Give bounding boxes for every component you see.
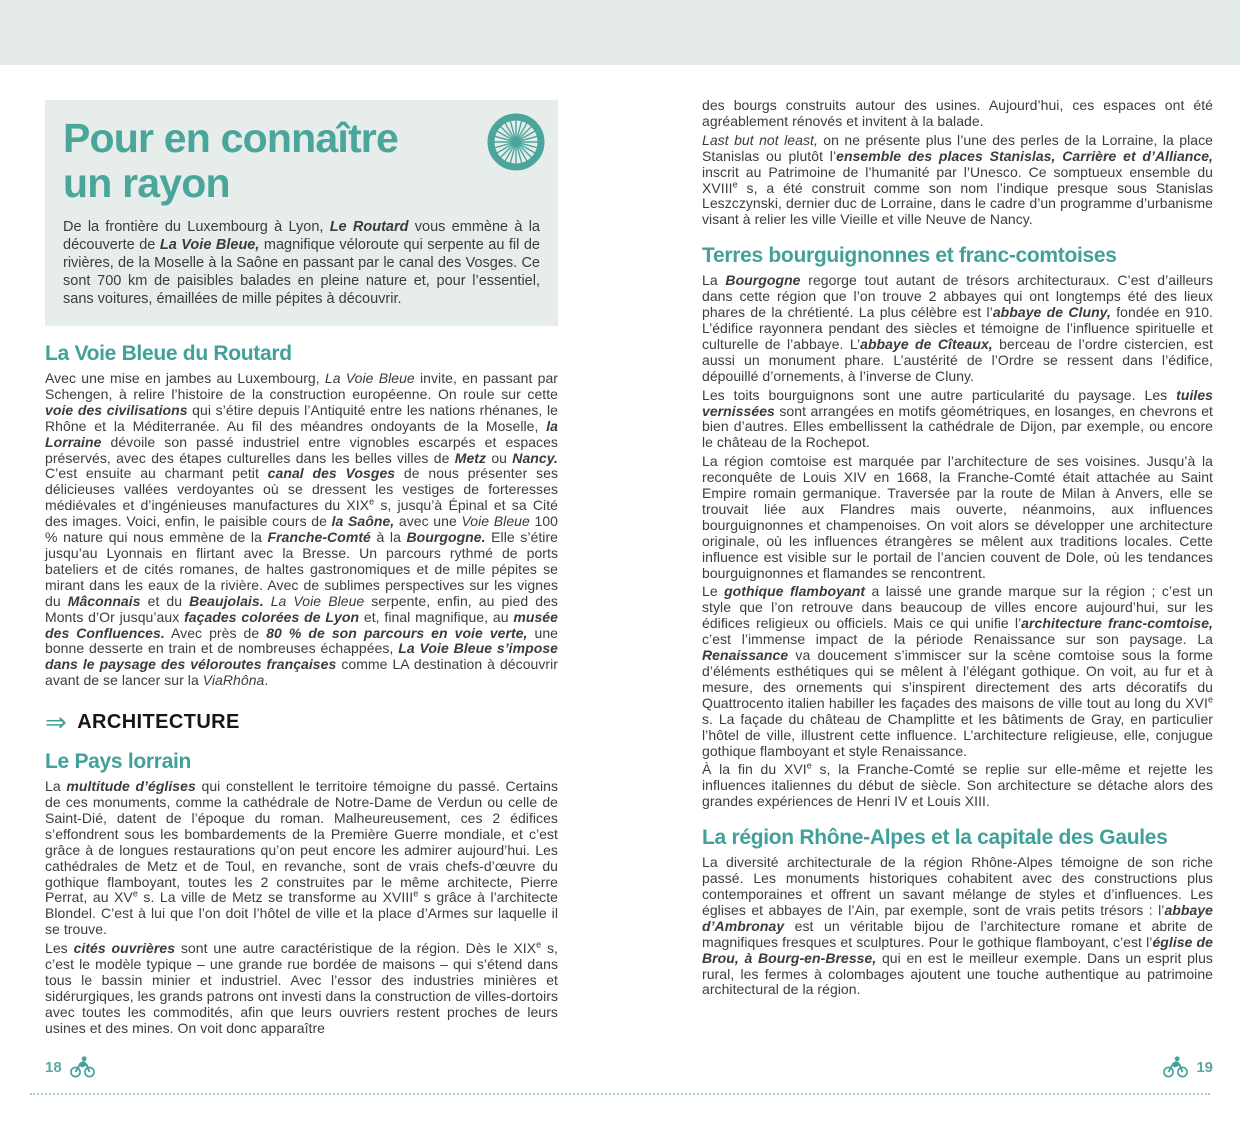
section-heading: Terres bourguignonnes et franc-comtoises <box>702 244 1117 268</box>
paragraph <box>702 98 1213 130</box>
text-run: e <box>732 178 738 189</box>
text-run: e <box>536 939 542 950</box>
text-run: s grâce à l’architecte Blondel. C’est à lui que l’on doit l’hôtel de ville et la place d’Armes sur laquelle il se trouve. <box>45 889 558 938</box>
intro-paragraph <box>63 218 540 308</box>
double-arrow-icon: ⇒ <box>45 707 68 738</box>
text-run: Franche-Comté <box>267 529 371 546</box>
text-run: invite, en passant par Schengen, à relire l’histoire de la construction européenne. On roule sur cette <box>45 370 559 402</box>
text-run: e <box>806 760 812 771</box>
text-run: Bourgogne. <box>406 529 486 546</box>
text-run: s, la Franche-Comté se replie sur elle-même et rejette les influences italiennes du début de siècle. Son architecture se détache alors des grandes expériences de Henri IV et Louis XIII. <box>702 761 1213 810</box>
text-run: et du <box>140 592 190 609</box>
text-run: e <box>369 496 375 507</box>
paragraph <box>702 388 1213 452</box>
text-run <box>264 593 271 609</box>
text-run: Last but not least, <box>702 131 818 148</box>
text-run: et, final magnifique, au <box>359 608 514 625</box>
text-run: La région comtoise est marquée par l’architecture de ses voisines. Jusqu’à la reconquête de Louis XIV en 1668, la Franche-Comté était attachée au Saint Empire romain germanique. Traversée par la route de Milan à Anvers, elle se trouvait liée aux Flandres mais ouverte, néanmoins, aux influences bourguignonnes et champenoises. On voit alors se développer une architecture originale, où les influences étrangères se mêlent aux traditions locales. Cette influence est visible sur le portail de l’ancien couvent de Dole, où les tendances bourguignonnes et flamandes se rencontrent. <box>702 453 1213 581</box>
text-run: va doucement s’immiscer sur la scène comtoise sous la forme d’éléments esthétiques qui se mêlent à l’élégant gothique. On voit, au fur et à mesure, des ornements qui s’inspirent directement des arts décoratifs du Quattrocento italien habiller les façades des maisons de ville tout au long du XVI <box>702 647 1213 711</box>
text-run: vous emmène à la découverte de <box>63 219 540 253</box>
bicycle-wheel-icon <box>486 112 546 172</box>
text-run: serpente, enfin, au pied des Monts d’Or jusqu’aux <box>45 592 558 625</box>
page-title-line2: un rayon <box>63 160 230 206</box>
text-run: voie des civilisations <box>45 401 188 418</box>
text-run: dévoile son passé industriel entre vignobles escarpés et espaces préservés, avec des étapes culturelles dans les belles villes de <box>45 433 558 466</box>
text-run: tuiles vernissées <box>702 386 1213 419</box>
category-header <box>45 707 558 738</box>
text-run: s. La façade du château de Champlitte et les bâtiments de Gray, en particulier l’hôtel de ville, illustrent cette influence. L’architecture religieuse, elle, conjugue gothique flamboyant et style Renaissance. <box>702 710 1213 759</box>
text-run: La Voie Bleue, <box>159 237 260 253</box>
text-run: à la <box>370 529 407 546</box>
text-run: gothique flamboyant <box>724 583 866 600</box>
text-run: des bourgs construits autour des usines. Aujourd’hui, ces espaces ont été agréablement rénovés et invitent à la balade. <box>702 97 1213 129</box>
text-run: c’est l’immense impact de la période Renaissance sur son paysage. La <box>702 631 1213 648</box>
bottom-dotted-rule <box>30 1093 1210 1095</box>
text-run: Metz <box>454 449 487 466</box>
paragraph <box>702 133 1213 228</box>
text-run: s. La ville de Metz se transforme au XVIII <box>137 889 414 906</box>
text-run: s, c’est le modèle typique – une grande rue bordée de maisons – qui s’étend dans tous le bassin minier et industriel. Avec l’essor des industries minières et sidérurgiques, les grands patrons ont investi dans la construction de villes-dortoirs avec toutes les commodités, afin que leurs ouvriers restent proches de leurs usines et des mines. On voit donc apparaître <box>45 940 558 1036</box>
top-band <box>0 0 1240 65</box>
paragraph <box>45 941 558 1036</box>
text-run: La <box>45 778 67 795</box>
section-heading: Le Pays lorrain <box>45 750 192 774</box>
text-run: C’est ensuite au charmant petit <box>45 465 268 482</box>
page-title <box>63 116 540 206</box>
text-run: sont arrangées en motifs géométriques, en losanges, en chevrons et bien d’autres. Elles embellissent la cathédrale de Dijon, par exemple, ou encore le château de la Rochepot. <box>702 402 1213 451</box>
text-run: canal des Vosges <box>267 465 396 482</box>
right-page-sections <box>702 98 1213 998</box>
text-run: Renaissance <box>702 647 789 664</box>
text-run: La <box>702 272 726 289</box>
text-run: façades colorées de Lyon <box>184 608 360 625</box>
left-page-column <box>45 100 558 1040</box>
text-run: abbaye de Cîteaux, <box>860 335 993 352</box>
text-run: La diversité architecturale de la région Rhône-Alpes témoigne de son riche passé. Les monuments historiques cohabitent avec des constructions plus contemporaines et offrent un savant mélange de styles et d’influences. Les églises et abbayes de l’Ain, par exemple, sont de vrais petits trésors : l’ <box>702 854 1213 918</box>
text-run: musée des Confluences. <box>45 608 558 641</box>
page-number-left: 18 <box>45 1058 62 1076</box>
text-run: ensemble des places Stanislas, Carrière et d’Alliance, <box>836 147 1213 164</box>
text-run: La Voie Bleue <box>324 370 415 386</box>
text-run: on ne présente plus l’une des perles de la Lorraine, la place Stanislas ou plutôt l’ <box>702 131 1213 164</box>
category-label: ARCHITECTURE <box>77 711 240 734</box>
hero-box <box>45 100 558 326</box>
text-run: multitude d’églises <box>66 778 196 795</box>
page-number-right: 19 <box>1196 1058 1213 1076</box>
left-page-sections <box>45 341 558 1037</box>
text-run: Les toits bourguignons sont une autre particularité du paysage. Les <box>702 386 1177 403</box>
text-run: La Voie Bleue s’impose dans le paysage des véloroutes françaises <box>45 640 558 673</box>
text-run: La Voie Bleue <box>270 592 365 609</box>
right-page-column <box>702 98 1213 1001</box>
text-run: fondée en 910. L’édifice rayonnera pendant des siècles et témoigne de l’influence spirituelle et culturelle de l’abbaye. L’ <box>702 304 1213 352</box>
text-run: e <box>1207 694 1213 705</box>
cyclist-icon <box>1162 1056 1189 1078</box>
paragraph <box>702 584 1213 759</box>
text-run: s, jusqu’à Épinal et sa Cité des images. Voici, enfin, le paisible cours de <box>45 497 558 530</box>
text-run: église de Brou, à Bourg-en-Bresse, <box>702 933 1213 966</box>
text-run: magnifique véloroute qui serpente au fil de rivières, de la Moselle à la Saône en passant par le canal des Vosges. Ce sont 700 km de paisibles balades en pleine nature et, pour l’essentiel, sans voitures, émaillées de mille pépites à découvrir. <box>63 237 540 307</box>
text-run: abbaye d’Ambronay <box>702 901 1213 934</box>
text-run: e <box>413 888 419 899</box>
text-run: ViaRhôna <box>202 672 265 689</box>
text-run: une bonne desserte en train et de nombreuses échappées, <box>45 624 558 657</box>
left-page-footer <box>45 1056 96 1078</box>
text-run: Bourgogne <box>725 272 801 289</box>
text-run: 100 % nature qui nous emmène de la <box>45 513 558 546</box>
text-run: Voie Bleue <box>461 513 530 530</box>
text-run: Elle s’étire jusqu’au Lyonnais en flirtant avec la Bresse. Un parcours rythmé de ports bateliers et de cités romanes, de haltes gastronomiques et de mille pépites se mirant dans les eaux de la rivière. Avec de sublimes perspectives sur les vignes du <box>45 529 559 609</box>
text-run: e <box>132 888 138 899</box>
text-run: berceau de l’ordre cistercien, est aussi un monument phare. L’austérité de l’Ordre se ressent dans l’édifice, dépouillé d’ornements, à l’inverse de Cluny. <box>702 335 1213 384</box>
text-run: inscrit au Patrimoine de l’humanité par l’Unesco. Ce somptueux ensemble du XVIII <box>702 163 1213 196</box>
text-run: comme LA destination à découvrir avant de se lancer sur la <box>45 656 558 689</box>
text-run: Nancy. <box>512 449 558 466</box>
text-run: qui s’étire depuis l’Antiquité entre les nations rhénanes, le Rhône et la Méditerranée. Au fil des méandres ondoyants de la Moselle, <box>45 401 558 434</box>
text-run: sont une autre caractéristique de la région. Dès le XIX <box>175 940 537 957</box>
paragraph <box>702 273 1213 384</box>
text-run: la Saône, <box>331 513 395 530</box>
paragraph <box>45 779 558 938</box>
text-run: Beaujolais. <box>189 592 264 609</box>
paragraph <box>702 762 1213 810</box>
text-run: Mâconnais <box>67 592 141 609</box>
text-run: la Lorraine <box>45 417 558 450</box>
text-run: a laissé une grande marque sur la région ; c’est un style que l’on retrouve dans beaucoup de villes encore aujourd’hui, sur les édifices religieux ou officiels. Mais ce qui unifie l’ <box>702 583 1213 632</box>
text-run: Le <box>702 583 725 600</box>
text-run: 80 % de son parcours en voie verte, <box>266 624 528 641</box>
cyclist-icon <box>69 1056 96 1078</box>
text-run: À la fin du XVI <box>702 761 807 778</box>
text-run: De la frontière du Luxembourg à Lyon, <box>63 219 330 235</box>
page-title-line1: Pour en connaître <box>63 115 398 161</box>
text-run: regorge tout autant de trésors architecturaux. C’est d’ailleurs dans cette région que l’on trouve 2 abbayes qui ont longtemps été des lieux phares de la chrétienté. La plus célèbre est l’ <box>702 272 1213 321</box>
text-run: avec une <box>394 513 462 530</box>
text-run: qui en est le meilleur exemple. Dans un esprit plus rural, les fermes à colombages ajoutent une touche authentique au patrimoine architectural de la région. <box>702 949 1213 998</box>
text-run: Avec une mise en jambes au Luxembourg, <box>45 370 325 386</box>
text-run: Le Routard <box>329 219 409 235</box>
text-run: Les <box>45 940 74 957</box>
paragraph <box>45 371 558 689</box>
paragraph <box>702 454 1213 581</box>
text-run: architecture franc-comtoise, <box>1021 615 1213 632</box>
text-run: . <box>264 672 269 689</box>
text-run: qui constellent le territoire témoigne du passé. Certains de ces monuments, comme la cathédrale de Notre-Dame de Verdun ou celle de Saint-Dié, datent de l’époque du roman. Malheureusement, ces 2 édifices s’effondrent sous les bombardements de la Première Guerre mondiale, et c’est grâce à de longues restaurations qu’on peut encore les admirer aujourd’hui. Les cathédrales de Metz et de Toul, en revanche, sont de vrais chefs-d’œuvre du gothique flamboyant, toutes les 2 construites par le même architecte, Pierre Perrat, au XV <box>45 778 559 906</box>
text-run: ou <box>486 449 513 466</box>
paragraph <box>702 855 1213 998</box>
section-heading: La région Rhône-Alpes et la capitale des Gaules <box>702 826 1168 850</box>
section-heading: La Voie Bleue du Routard <box>45 342 292 365</box>
text-run: de nous présenter ses délicieuses vallées verdoyantes où se dressent les vestiges de forteresses médiévales et d’ingénieuses manufactures du XIX <box>45 465 559 514</box>
text-run: abbaye de Cluny, <box>992 304 1111 321</box>
text-run: s, a été construit comme son nom l’indique presque sous Stanislas Leszczynski, dernier duc de Lorraine, dans le cadre d’un programme d’urbanisme visant à relier les ville Vieille et ville Neuve de Nancy. <box>702 179 1213 228</box>
right-page-footer <box>1162 1056 1213 1078</box>
text-run: est un véritable bijou de l’architecture romane et abrite de magnifiques fresques et sculptures. Pour le gothique flamboyant, c’est l’ <box>702 917 1213 950</box>
text-run: Avec près de <box>164 624 267 641</box>
text-run: cités ouvrières <box>73 940 176 957</box>
